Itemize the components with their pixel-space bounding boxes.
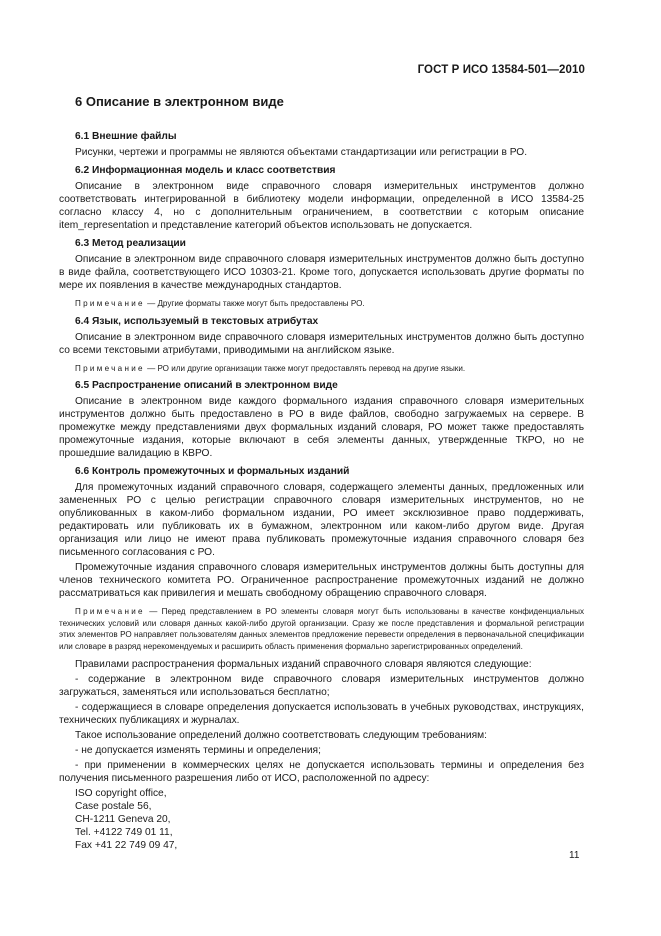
section-6-6-paragraph-3: Правилами распространения формальных изданий справочного словаря являются следующие: (75, 659, 532, 670)
section-6-4-note (59, 363, 584, 375)
section-6-6-title: 6.6 Контроль промежуточных и формальных изданий (75, 466, 350, 477)
chapter-title: 6 Описание в электронном виде (75, 94, 284, 109)
address-line: Fax +41 22 749 09 47, (75, 840, 178, 851)
section-6-6-paragraph-4: Такое использование определений должно соответствовать следующим требованиям: (75, 730, 487, 741)
list-item: - не допускается изменять термины и определения; (75, 745, 321, 756)
section-6-3-note (59, 298, 584, 310)
address-line: ISO copyright office, (75, 788, 167, 799)
section-6-4-title: 6.4 Язык, используемый в текстовых атрибутах (75, 315, 319, 327)
address-line: Tel. +4122 749 01 11, (75, 827, 173, 838)
section-6-6-paragraph-1: Для промежуточных изданий справочного словаря, содержащего элементы данных, предложенных или замененных РО с целью регистрации справочного словаря измерительных инструментов, но не опубликованных в каком-либо формальном издании, РО имеет эксклюзивное право поддерживать, редактировать или публиковать их в бумажном, электронном или каком-либо другом виде. Другая организация или лицо не имеют права публиковать промежуточные издания справочного словаря без письменного согласования с РО. (59, 482, 584, 558)
note-label: Примечание (75, 363, 145, 373)
section-6-1-title: 6.1 Внешние файлы (75, 131, 177, 142)
section-6-2-title: 6.2 Информационная модель и класс соответствия (75, 165, 336, 176)
section-6-6-note (59, 606, 584, 652)
section-6-2-paragraph: Описание в электронном виде справочного словаря измерительных инструментов должно соответствовать интегрированной в библиотеку модели информации, определенной в ИСО 13584-25 согласно классу 4, но с дополнительным ограничением, в соответствии с которым описание item_representation и представление категорий объектов использовать не допускается. (59, 181, 584, 231)
list-item: - при применении в коммерческих целях не допускается использовать термины и определения без получения письменного разрешения либо от ИСО, расположенной по адресу: (59, 760, 584, 784)
note-text: — РО или другие организации также могут предоставлять перевод на другие языки. (144, 363, 466, 373)
standard-designation: ГОСТ Р ИСО 13584-501—2010 (417, 64, 585, 76)
section-6-3-paragraph: Описание в электронном виде справочного словаря измерительных инструментов должно быть доступно в виде файла, соответствующего ИСО 10303-21. Кроме того, допускается использовать другие форматы по мере их появления в качестве международных стандартов. (59, 254, 584, 291)
note-label: Примечание (75, 299, 145, 308)
list-item: - содержание в электронном виде справочного словаря измерительных инструментов должно загружаться, заменяться или использоваться бесплатно; (59, 674, 584, 698)
section-6-3-title: 6.3 Метод реализации (75, 238, 186, 249)
note-label: Примечание (75, 607, 145, 616)
list-item: - содержащиеся в словаре определения допускается использовать в учебных руководствах, инструкциях, технических публикациях и журналах. (59, 702, 584, 726)
note-text: — Перед представлением в РО элементы словаря могут быть использованы в качестве конфиденциальных технических условий или словаря данных какой-либо другой организации. Сразу же после представления и формальной регистрации этих элементов РО направляет пользователям данных элементов предложение перевести определения в первоначальной спецификации или словаре в разряд нерекомендуемых и расширить область применения формально зарегистрированных определений. (59, 607, 584, 651)
section-6-4-paragraph: Описание в электронном виде справочного словаря измерительных инструментов должно быть доступно со всеми текстовыми атрибутами, приводимыми на английском языке. (59, 331, 584, 356)
address-line: CH-1211 Geneva 20, (75, 814, 171, 825)
page-number: 11 (569, 850, 580, 861)
section-6-6-paragraph-2: Промежуточные издания справочного словаря измерительных инструментов должны быть доступны для членов технического комитета РО. Ограниченное распространение промежуточных изданий не должно рассматриваться как привилегия и мешать свободному обращению справочного словаря. (59, 562, 584, 599)
document-body (59, 94, 584, 852)
address-block (59, 787, 584, 852)
note-text: — Другие форматы также могут быть предоставлены РО. (144, 299, 365, 308)
section-6-5-paragraph: Описание в электронном виде каждого формального издания справочного словаря измерительных инструментов должно быть предоставлено в РО в виде файлов, свободно загружаемых на сервере. В промежутке между представлениями двух формальных изданий словаря, РО может также предоставлять промежуточные издания, которые включают в себя элементы данных, утвержденные ТКРО, но не прошедшие валидацию в КВРО. (59, 396, 584, 459)
section-6-5-title: 6.5 Распространение описаний в электронном виде (75, 380, 338, 391)
section-6-1-paragraph: Рисунки, чертежи и программы не являются объектами стандартизации или регистрации в РО. (75, 147, 528, 158)
address-line: Case postale 56, (75, 801, 152, 812)
